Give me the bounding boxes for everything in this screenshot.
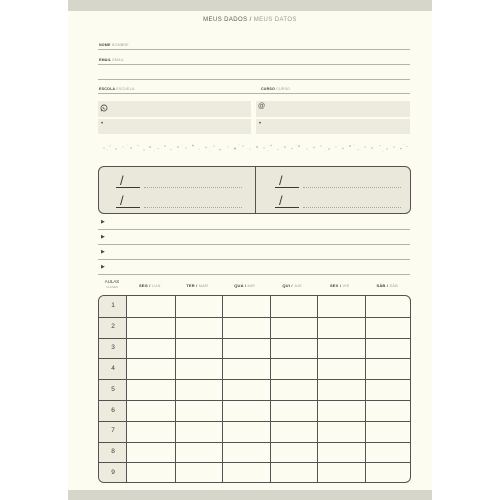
page-title xyxy=(68,17,432,23)
field-label-alt: CURSO xyxy=(276,87,291,91)
arrow-icon: ▶ xyxy=(101,264,105,270)
bullet-icon xyxy=(259,121,261,127)
whatsapp-value-field[interactable] xyxy=(98,119,251,134)
date-dotted-line[interactable] xyxy=(303,187,401,188)
day-header-qua: QUA / MIE xyxy=(234,283,256,288)
field-label: EMAIL xyxy=(99,58,112,62)
title-separator: / xyxy=(247,17,254,23)
field-label: CURSO xyxy=(261,87,275,91)
grid-column-line xyxy=(222,296,223,482)
day-header-sex: SEX / VIE xyxy=(329,283,350,288)
grid-column-line xyxy=(365,296,366,482)
field-email-label xyxy=(99,58,124,62)
field-label: NOME xyxy=(99,43,111,47)
field-label-alt: ESCUELA xyxy=(116,87,135,91)
period-number: 3 xyxy=(111,344,115,351)
date-dotted-line[interactable] xyxy=(144,207,242,208)
grid-row-line xyxy=(99,379,410,380)
title-pt: MEUS DADOS xyxy=(203,17,248,23)
day-header-ter: TER / MAR xyxy=(186,283,209,288)
at-sign-glyph: @ xyxy=(258,103,266,110)
grid-column-line xyxy=(175,296,176,482)
schedule-grid[interactable] xyxy=(98,295,411,483)
day-header-sab: SÁB / SÁB xyxy=(376,283,399,288)
grid-column-line xyxy=(317,296,318,482)
grid-column-line xyxy=(270,296,271,482)
date-slash: / xyxy=(120,173,124,188)
arrow-icon: ▶ xyxy=(101,234,105,240)
day-label-alt: MAR xyxy=(198,283,209,288)
whatsapp-icon xyxy=(100,104,108,114)
period-number: 4 xyxy=(111,364,115,372)
list-item[interactable] xyxy=(98,260,410,275)
field-label-alt: EMAIL xyxy=(112,58,125,62)
period-number: 8 xyxy=(111,448,115,455)
whatsapp-field[interactable] xyxy=(98,101,251,117)
day-label: SEX xyxy=(329,283,339,288)
period-number: 6 xyxy=(111,406,115,414)
top-band xyxy=(68,0,432,11)
period-number: 7 xyxy=(111,427,115,434)
bottom-band xyxy=(68,490,432,500)
date-box-divider xyxy=(255,167,256,213)
bullet-glyph: • xyxy=(101,121,104,127)
bullet-glyph: • xyxy=(259,121,262,127)
day-header-qui: QUI / JUE xyxy=(282,283,303,288)
period-number: 9 xyxy=(111,468,115,476)
list-item[interactable] xyxy=(98,245,410,260)
date-dotted-line[interactable] xyxy=(144,187,242,188)
list-line xyxy=(98,274,410,275)
bullet-icon xyxy=(101,121,103,127)
day-label-alt: LUN xyxy=(151,283,161,288)
day-label: SÁB xyxy=(376,283,386,288)
day-label: QUI xyxy=(282,283,291,288)
grid-row-line xyxy=(99,317,410,318)
date-underline xyxy=(116,207,140,208)
speckle-divider xyxy=(98,143,410,153)
date-slash: / xyxy=(120,193,124,208)
schedule-header xyxy=(98,280,411,294)
field-escola-label xyxy=(99,87,134,91)
field-nome-line[interactable] xyxy=(98,49,410,50)
arrow-icon: ▶ xyxy=(101,249,105,255)
aulas-label: AULAS xyxy=(104,279,120,284)
title-es: MEUS DATOS xyxy=(253,17,297,23)
arrow-icon: ▶ xyxy=(101,219,105,225)
aulas-label-alt: CLASES xyxy=(106,285,118,289)
period-number: 1 xyxy=(111,302,115,309)
grid-row-line xyxy=(99,338,410,339)
field-nome-label xyxy=(99,43,129,47)
field-escola-curso-line[interactable] xyxy=(98,93,410,94)
date-underline xyxy=(275,187,299,188)
grid-row-line xyxy=(99,358,410,359)
day-label: SEG xyxy=(138,283,148,288)
at-sign-icon xyxy=(258,103,265,110)
date-underline xyxy=(116,187,140,188)
grid-row-line xyxy=(99,400,410,401)
aulas-header xyxy=(98,279,126,289)
day-label-alt: VIE xyxy=(342,283,350,288)
day-label-alt: MIE xyxy=(247,283,256,288)
field-extra-line[interactable] xyxy=(98,79,410,80)
day-label-alt: SÁB xyxy=(389,283,399,288)
period-number: 5 xyxy=(111,385,115,393)
grid-row-line xyxy=(99,462,410,463)
date-slash: / xyxy=(279,173,283,188)
day-header-seg: SEG / LUN xyxy=(138,283,161,288)
field-label-alt: NOMBRE xyxy=(111,43,129,47)
date-slash: / xyxy=(279,193,283,208)
date-dotted-line[interactable] xyxy=(303,207,401,208)
field-email-line[interactable] xyxy=(98,64,410,65)
handle-field[interactable] xyxy=(256,101,410,117)
list-item[interactable] xyxy=(98,230,410,245)
list-item[interactable] xyxy=(98,215,410,230)
planner-page xyxy=(68,0,432,500)
grid-row-line xyxy=(99,442,410,443)
day-label: QUA xyxy=(234,283,244,288)
date-box[interactable] xyxy=(98,166,411,214)
field-curso-label xyxy=(261,87,290,91)
field-label: ESCOLA xyxy=(99,87,116,91)
day-label-alt: JUE xyxy=(293,283,303,288)
day-label: TER xyxy=(186,283,195,288)
grid-row-line xyxy=(99,421,410,422)
handle-value-field[interactable] xyxy=(256,119,410,134)
date-underline xyxy=(275,207,299,208)
period-number: 2 xyxy=(111,323,115,330)
